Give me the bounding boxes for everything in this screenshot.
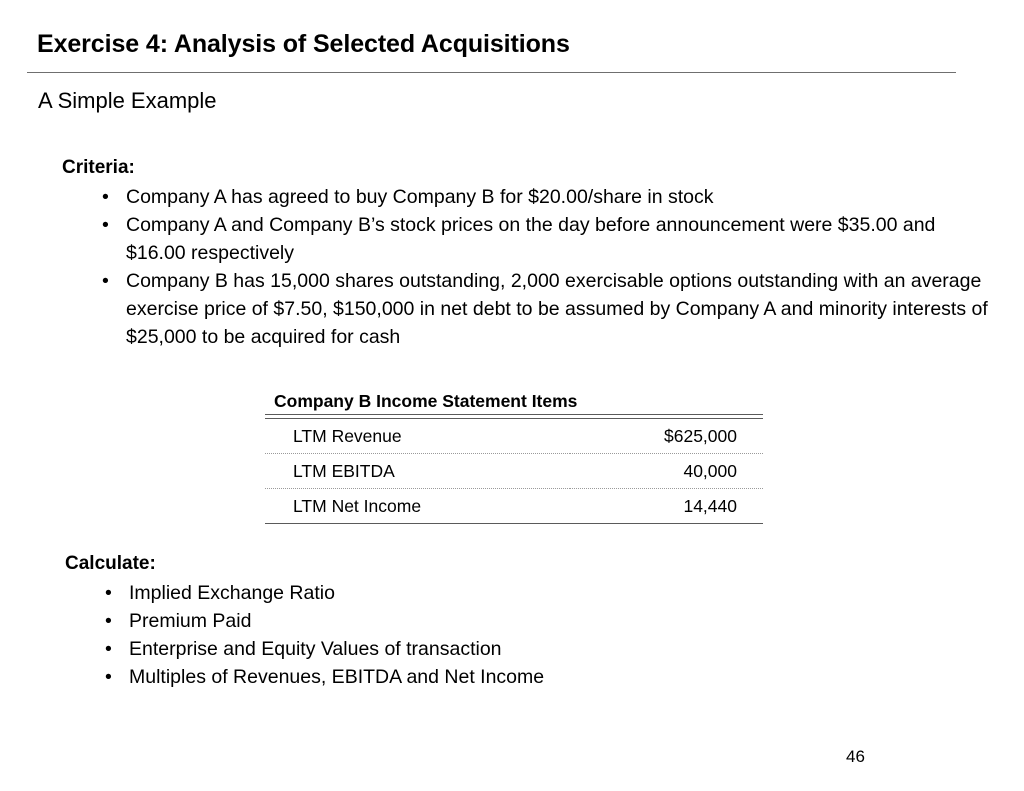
table-row (265, 419, 763, 454)
row-label: LTM EBITDA (265, 454, 570, 489)
page-number: 46 (846, 747, 865, 766)
row-label: LTM Net Income (265, 489, 570, 524)
row-value: 40,000 (570, 454, 763, 489)
criteria-list (100, 183, 990, 351)
title-divider (27, 72, 956, 73)
slide-subtitle: A Simple Example (38, 88, 217, 113)
row-value: $625,000 (570, 419, 763, 454)
criteria-item: • Company B has 15,000 shares outstanding, 2,000 exercisable options outstanding with an average exercise price of $7.50, $150,000 in net debt to be assumed by Company A and minority interests of $25,000 to be acquired for cash (100, 267, 990, 351)
row-value: 14,440 (570, 489, 763, 524)
calculate-item: • Multiples of Revenues, EBITDA and Net Income (103, 663, 803, 691)
criteria-heading: Criteria: (62, 157, 135, 178)
calculate-item: • Implied Exchange Ratio (103, 579, 803, 607)
calculate-heading: Calculate: (65, 553, 156, 574)
income-statement-table (265, 419, 763, 524)
calculate-item: • Premium Paid (103, 607, 803, 635)
calculate-list (103, 579, 803, 691)
income-table-title: Company B Income Statement Items (274, 391, 578, 411)
slide-title: Exercise 4: Analysis of Selected Acquisitions (37, 30, 570, 58)
calculate-item: • Enterprise and Equity Values of transaction (103, 635, 803, 663)
criteria-item: • Company A and Company B’s stock prices on the day before announcement were $35.00 and $16.00 respectively (100, 211, 990, 267)
table-row (265, 454, 763, 489)
table-row (265, 489, 763, 524)
criteria-item: • Company A has agreed to buy Company B for $20.00/share in stock (100, 183, 990, 211)
row-label: LTM Revenue (265, 419, 570, 454)
